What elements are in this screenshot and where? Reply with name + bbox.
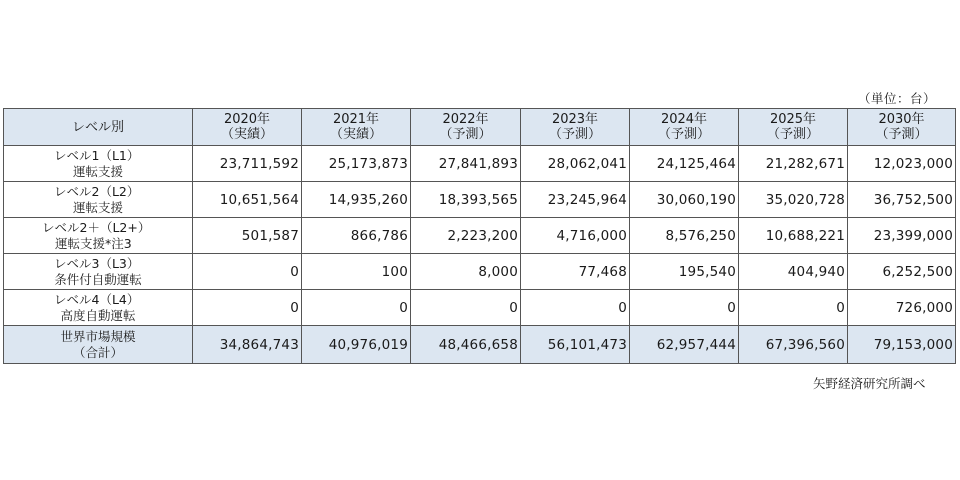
table-cell: 866,786 — [302, 218, 411, 254]
col-header-2030 — [848, 109, 956, 146]
col-type: （実績） — [329, 127, 382, 142]
row-label-line1: 世界市場規模 — [60, 328, 136, 344]
row-label-level3 — [4, 254, 193, 290]
col-year: 2024年 — [660, 112, 708, 127]
table-row-level1 — [4, 146, 956, 182]
table-row-level2 — [4, 182, 956, 218]
row-label-line1: レベル3（L3） — [54, 255, 140, 271]
table-cell: 10,651,564 — [193, 182, 302, 218]
row-label-level2-plus — [4, 218, 193, 254]
table-cell: 23,245,964 — [521, 182, 630, 218]
source-note: 矢野経済研究所調べ — [813, 376, 926, 391]
col-year: 2030年 — [878, 112, 925, 127]
table-cell: 0 — [411, 290, 521, 326]
total-cell: 67,396,560 — [739, 326, 848, 364]
corner-header: レベル別 — [4, 109, 193, 146]
table-row-level2-plus — [4, 218, 956, 254]
table-cell: 8,000 — [411, 254, 521, 290]
table-cell: 36,752,500 — [848, 182, 956, 218]
table-cell: 6,252,500 — [848, 254, 956, 290]
table-cell: 0 — [630, 290, 739, 326]
col-type: （実績） — [220, 127, 273, 142]
total-cell: 40,976,019 — [302, 326, 411, 364]
row-label-line2: 運転支援*注3 — [55, 235, 132, 251]
col-type: （予測） — [766, 127, 819, 142]
col-header-2024 — [630, 109, 739, 146]
table-cell: 726,000 — [848, 290, 956, 326]
col-year: 2025年 — [769, 112, 817, 127]
total-cell: 34,864,743 — [193, 326, 302, 364]
table-cell: 25,173,873 — [302, 146, 411, 182]
col-type: （予測） — [548, 127, 601, 142]
row-label-line2: 運転支援 — [72, 163, 123, 179]
table-cell: 8,576,250 — [630, 218, 739, 254]
table-cell: 30,060,190 — [630, 182, 739, 218]
total-cell: 62,957,444 — [630, 326, 739, 364]
row-label-level2 — [4, 182, 193, 218]
table-cell: 0 — [739, 290, 848, 326]
col-header-2021 — [302, 109, 411, 146]
table-row-total — [4, 326, 956, 364]
row-label-total — [4, 326, 193, 364]
table-cell: 24,125,464 — [630, 146, 739, 182]
table-cell: 14,935,260 — [302, 182, 411, 218]
row-label-line1: レベル4（L4） — [54, 291, 140, 307]
table-cell: 12,023,000 — [848, 146, 956, 182]
col-year: 2022年 — [442, 112, 489, 127]
col-type: （予測） — [657, 127, 710, 142]
table-cell: 35,020,728 — [739, 182, 848, 218]
table-cell: 10,688,221 — [739, 218, 848, 254]
table-cell: 0 — [193, 290, 302, 326]
table-cell: 0 — [302, 290, 411, 326]
row-label-line1: レベル1（L1） — [54, 147, 140, 163]
row-label-line2: 条件付自動運転 — [54, 271, 142, 287]
col-header-2022 — [411, 109, 521, 146]
table-cell: 100 — [302, 254, 411, 290]
table-cell: 77,468 — [521, 254, 630, 290]
row-label-level1 — [4, 146, 193, 182]
table-cell: 28,062,041 — [521, 146, 630, 182]
col-header-2023 — [521, 109, 630, 146]
row-label-level4 — [4, 290, 193, 326]
row-label-line1: レベル2（L2） — [54, 183, 140, 199]
table-cell: 501,587 — [193, 218, 302, 254]
col-type: （予測） — [439, 127, 492, 142]
col-year: 2021年 — [332, 112, 380, 127]
row-label-line2: 高度自動運転 — [60, 307, 136, 323]
table-cell: 195,540 — [630, 254, 739, 290]
col-year: 2023年 — [551, 112, 599, 127]
col-header-2025 — [739, 109, 848, 146]
total-cell: 48,466,658 — [411, 326, 521, 364]
total-cell: 56,101,473 — [521, 326, 630, 364]
col-type: （予測） — [875, 127, 928, 142]
table-cell: 0 — [521, 290, 630, 326]
header-row — [4, 109, 956, 146]
table-cell: 21,282,671 — [739, 146, 848, 182]
row-label-line2: （合計） — [72, 344, 123, 360]
market-size-table — [3, 108, 956, 364]
unit-note: （単位：台） — [858, 91, 937, 106]
table-row-level4 — [4, 290, 956, 326]
col-year: 2020年 — [223, 112, 271, 127]
row-label-line1: レベル2＋（L2+） — [42, 219, 151, 235]
table-cell: 18,393,565 — [411, 182, 521, 218]
table-cell: 2,223,200 — [411, 218, 521, 254]
table-row-level3 — [4, 254, 956, 290]
total-cell: 79,153,000 — [848, 326, 956, 364]
table-cell: 23,711,592 — [193, 146, 302, 182]
table-cell: 23,399,000 — [848, 218, 956, 254]
col-header-2020 — [193, 109, 302, 146]
table-cell: 4,716,000 — [521, 218, 630, 254]
table-cell: 404,940 — [739, 254, 848, 290]
row-label-line2: 運転支援 — [72, 199, 123, 215]
table-cell: 27,841,893 — [411, 146, 521, 182]
table-cell: 0 — [193, 254, 302, 290]
